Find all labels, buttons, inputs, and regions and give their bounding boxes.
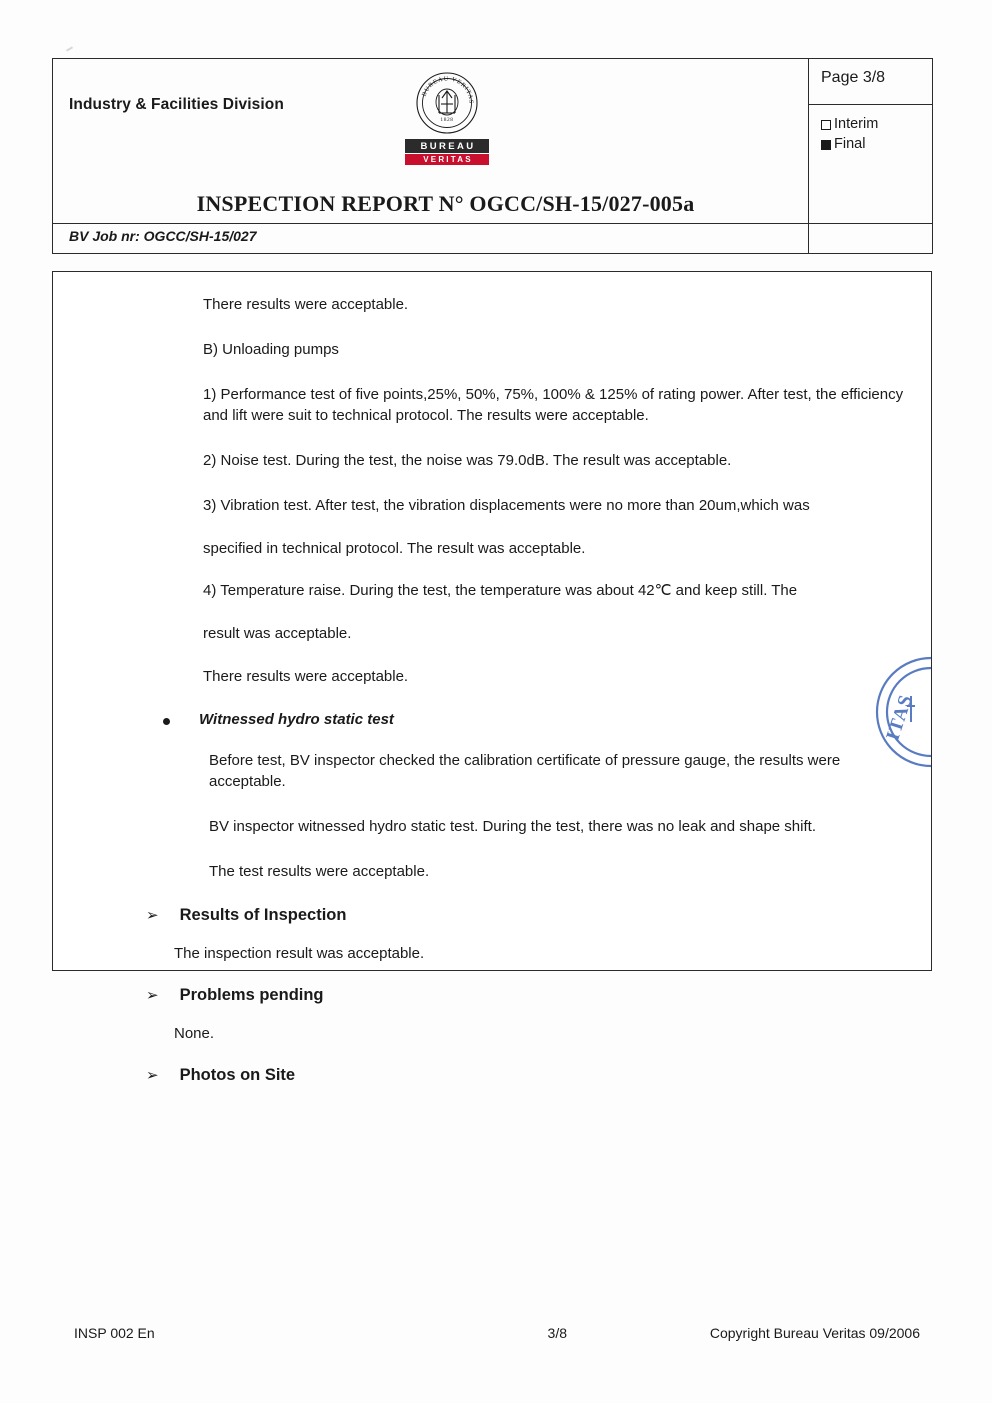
test-item-4: 4) Temperature raise. During the test, the temperature was about 42℃ and keep still. The — [203, 582, 798, 600]
test-item-3: 3) Vibration test. After test, the vibration displacements were no more than 20um,which was — [203, 496, 810, 514]
svg-text:ITAS: ITAS — [882, 691, 917, 744]
footer-copyright: Copyright Bureau Veritas 09/2006 — [709, 1325, 920, 1341]
bullet-title: Witnessed hydro static test — [199, 710, 394, 728]
division-title: Industry & Facilities Division — [69, 96, 284, 113]
bv-wordmark: BUREAU — [405, 139, 489, 153]
arrow-bullet-icon: ➢ — [146, 905, 159, 924]
bv-wordmark-sub: VERITAS — [405, 154, 489, 165]
report-status-cell — [809, 105, 933, 224]
page-footer — [52, 1325, 932, 1341]
test-item-2: 2) Noise test. During the test, the noise was 79.0dB. The result was acceptable. — [203, 452, 732, 469]
bullet-witnessed-hydro-static-test — [79, 711, 905, 728]
page-number-cell — [809, 59, 933, 105]
checkbox-unchecked-icon[interactable] — [821, 120, 831, 130]
hydro-paragraph-2: BV inspector witnessed hydro static test. During the test, there was no leak and shape shift. — [209, 818, 816, 835]
test-item-3-cont: specified in technical protocol. The result was acceptable. — [203, 539, 586, 557]
footer-form-code: INSP 002 En — [74, 1325, 155, 1341]
hydro-paragraph-3: The test results were acceptable. — [209, 862, 430, 880]
section-results-of-inspection — [79, 906, 905, 925]
bureau-veritas-logo — [397, 71, 497, 165]
test-item-4-cont: result was acceptable. — [203, 625, 352, 642]
svg-text:BUREAU VERITAS: BUREAU VERITAS — [420, 75, 475, 105]
page-title: INSPECTION REPORT N° OGCC/SH-15/027-005a — [196, 191, 695, 216]
header-left-cell — [53, 59, 809, 224]
document-body — [52, 58, 932, 1084]
arrow-bullet-icon: ➢ — [146, 985, 159, 1004]
section-problems-pending — [79, 986, 905, 1005]
paragraph-intro: There results were acceptable. — [203, 296, 409, 313]
section-photos-on-site — [79, 1066, 905, 1085]
section-title: Results of Inspection — [179, 905, 347, 924]
bv-seal-icon — [415, 71, 479, 135]
status-option-interim[interactable] — [821, 117, 932, 133]
svg-text:1828: 1828 — [440, 117, 454, 123]
scan-speck — [66, 46, 73, 51]
report-header-table — [52, 58, 933, 254]
report-content-box — [52, 271, 932, 1084]
arrow-bullet-icon: ➢ — [146, 1065, 159, 1084]
job-number-cell — [53, 224, 809, 254]
header-main-row — [53, 59, 933, 105]
footer-page-number: 3/8 — [547, 1325, 567, 1341]
paragraph-closing: There results were acceptable. — [203, 667, 409, 685]
page-number-label: Page 3/8 — [821, 69, 886, 86]
section-body-problems: None. — [174, 1024, 215, 1042]
subsection-b-title: B) Unloading pumps — [203, 340, 339, 358]
section-title: Photos on Site — [179, 1065, 296, 1084]
job-number-label: BV Job nr: OGCC/SH-15/027 — [69, 228, 257, 244]
status-option-final[interactable] — [821, 137, 932, 153]
job-number-row — [53, 224, 933, 254]
job-number-empty-cell — [809, 224, 933, 254]
status-label-interim: Interim — [834, 116, 879, 133]
hydro-paragraph-1: Before test, BV inspector checked the calibration certificate of pressure gauge, the results were acceptable. — [209, 751, 841, 791]
checkbox-checked-icon[interactable] — [821, 140, 831, 150]
status-label-final: Final — [834, 136, 866, 153]
bullet-dot-icon — [163, 718, 170, 725]
section-body-results: The inspection result was acceptable. — [174, 944, 425, 962]
test-item-1: 1) Performance test of five points,25%, 50%, 75%, 100% & 125% of rating power. After test, the efficiency and lift were suit to technical protocol. The results were acceptable. — [203, 385, 904, 425]
section-title: Problems pending — [179, 985, 324, 1004]
